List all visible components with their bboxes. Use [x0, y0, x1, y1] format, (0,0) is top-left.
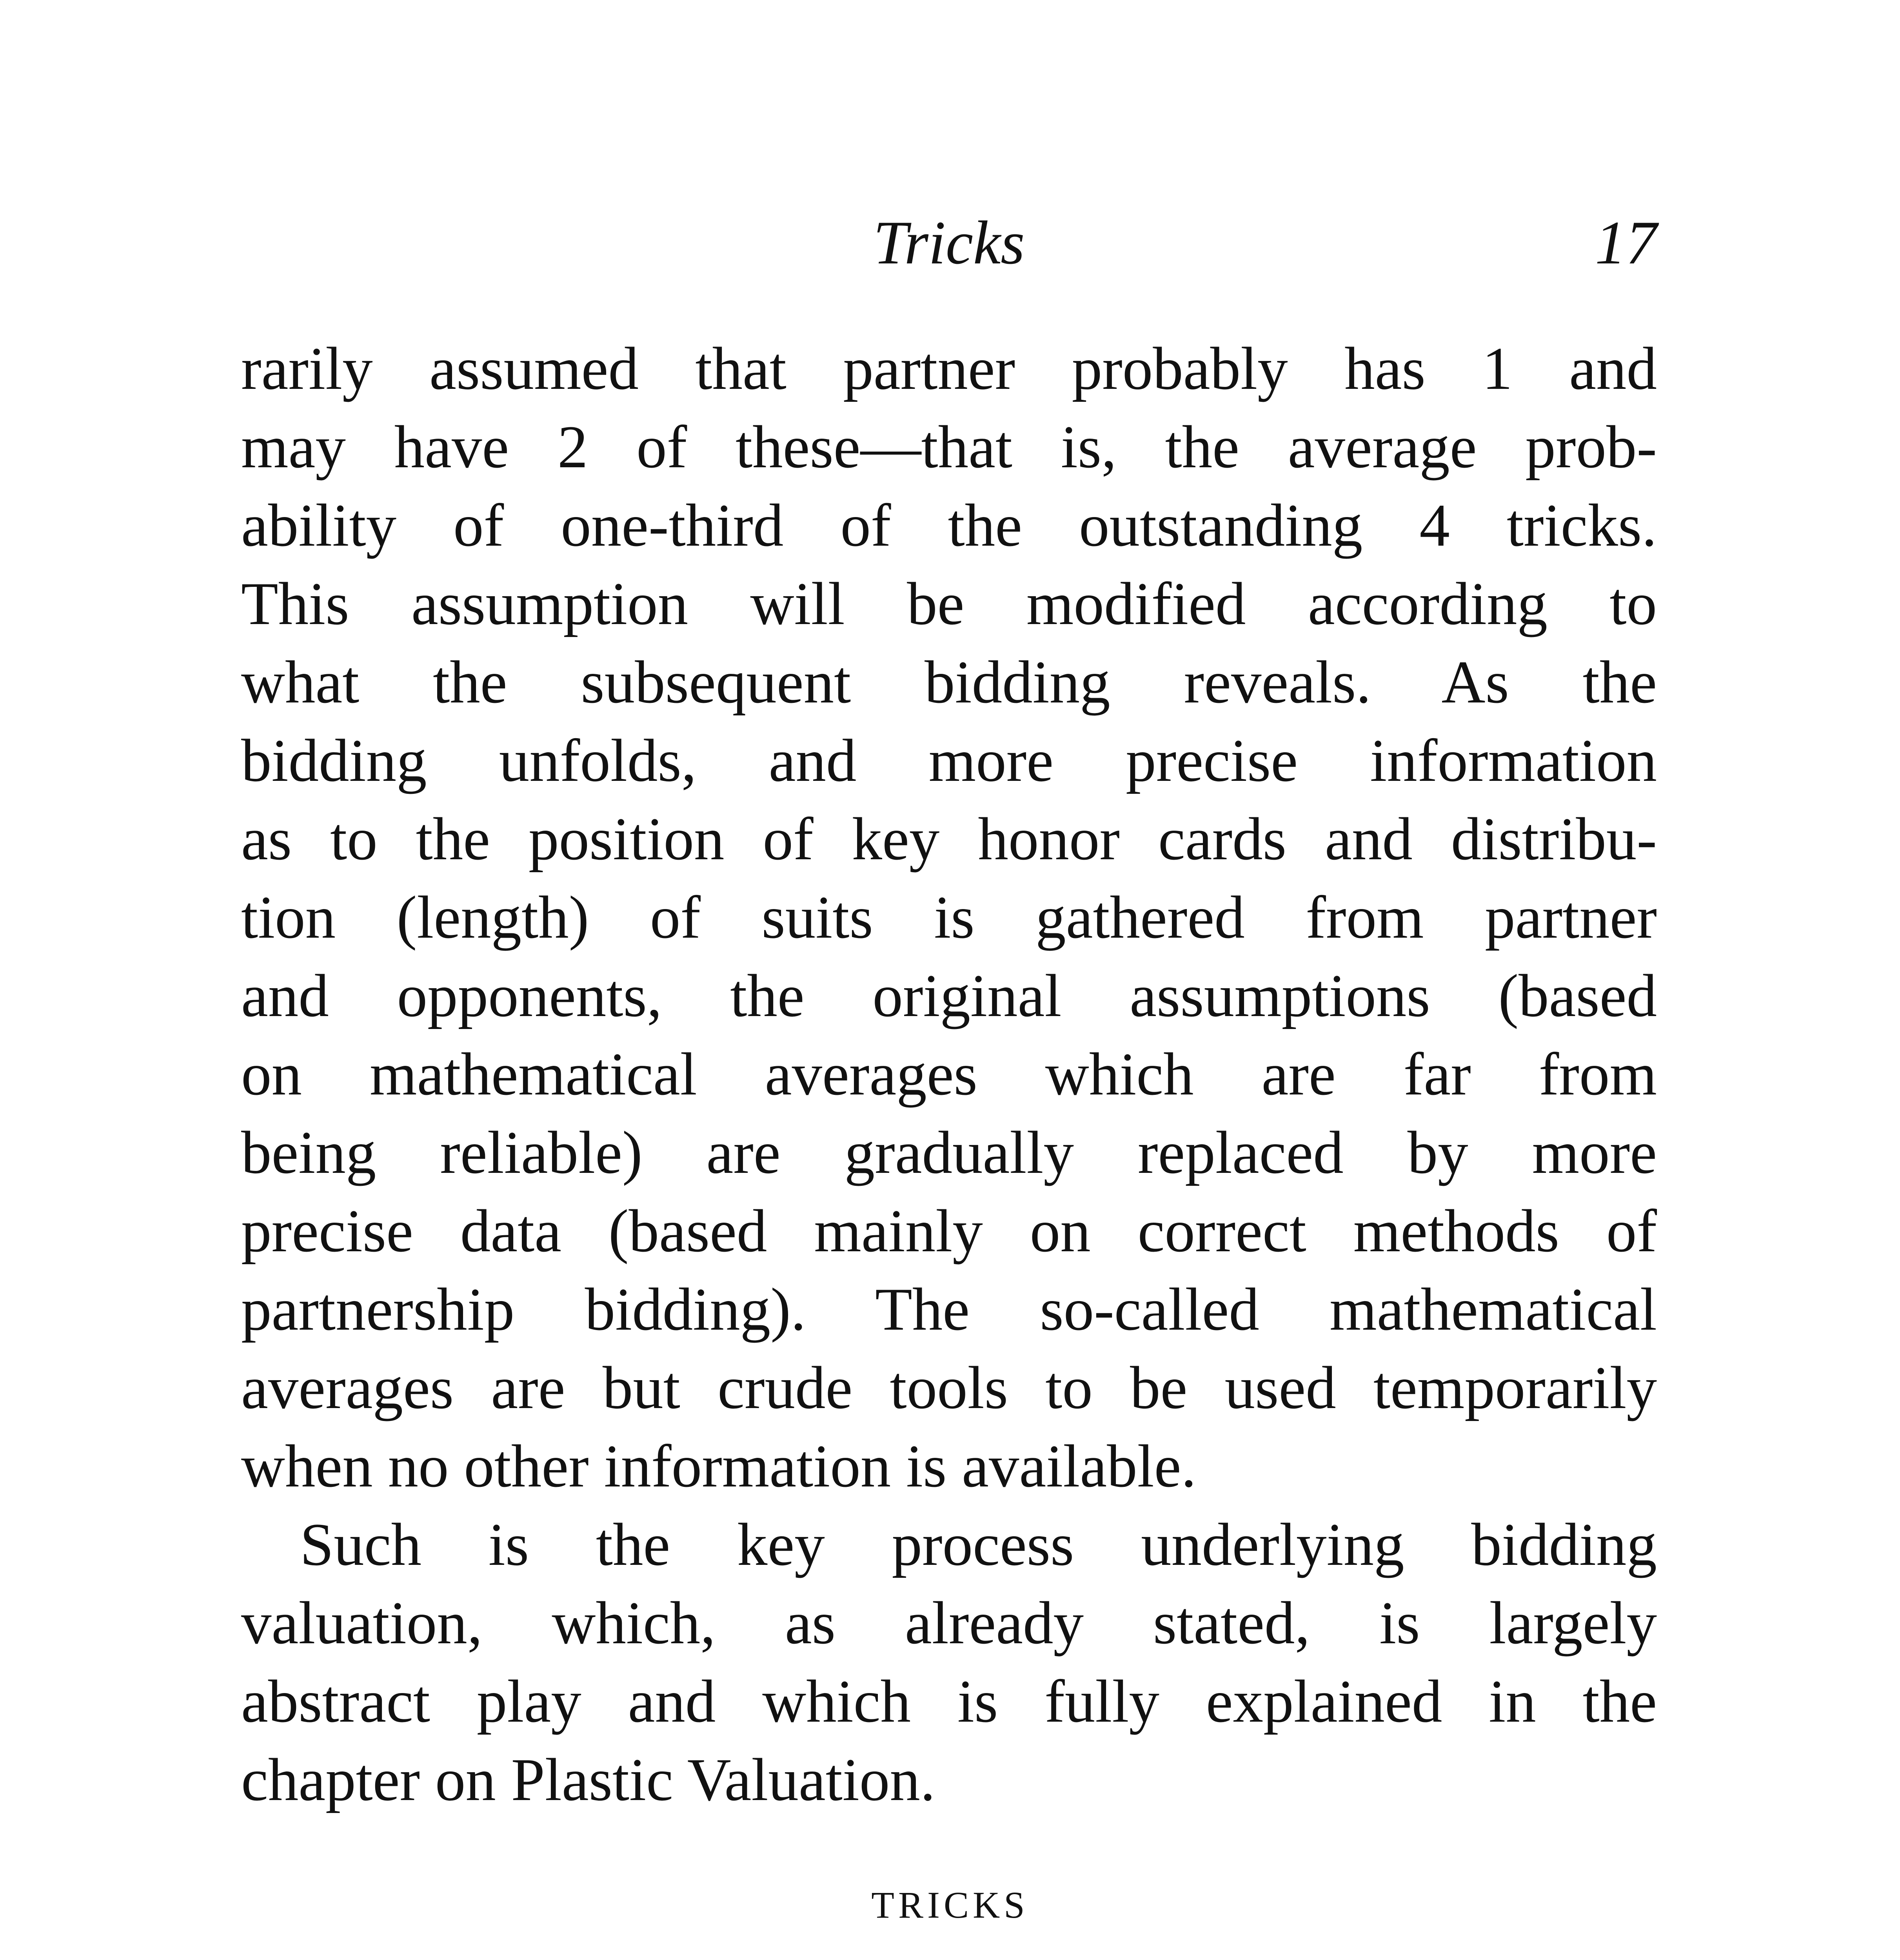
running-title: Tricks [873, 209, 1025, 277]
body-line: as to the position of key honor cards and distribu- [241, 805, 1657, 873]
body-line: precise data (based mainly on correct methods of [241, 1197, 1657, 1265]
body-line: and opponents, the original assumptions (based [241, 962, 1657, 1029]
body-line: Such is the key process underlying bidding [300, 1511, 1657, 1578]
body-line: valuation, which, as already stated, is largely [241, 1589, 1657, 1657]
section-heading: TRICKS [871, 1884, 1029, 1926]
body-line: This assumption will be modified according to [241, 570, 1657, 637]
body-line: being reliable) are gradually replaced by more [241, 1119, 1657, 1186]
body-line: abstract play and which is fully explained in the [241, 1668, 1657, 1735]
body-line: when no other information is available. [241, 1432, 1197, 1500]
body-line: tion (length) of suits is gathered from partner [241, 884, 1657, 951]
body-line: what the subsequent bidding reveals. As the [241, 648, 1657, 716]
body-line: bidding unfolds, and more precise information [241, 727, 1657, 794]
page-number: 17 [1595, 209, 1657, 277]
running-head [241, 204, 1657, 282]
body-line: may have 2 of these—that is, the average prob- [241, 413, 1657, 481]
body-line: on mathematical averages which are far from [241, 1040, 1657, 1108]
body-line: chapter on Plastic Valuation. [241, 1746, 935, 1813]
body-line: partnership bidding). The so-called mathematical [241, 1276, 1657, 1343]
body-line: rarily assumed that partner probably has 1 and [241, 335, 1657, 402]
body-line: averages are but crude tools to be used temporarily [241, 1354, 1657, 1421]
body-line: ability of one-third of the outstanding 4 tricks. [241, 492, 1657, 559]
